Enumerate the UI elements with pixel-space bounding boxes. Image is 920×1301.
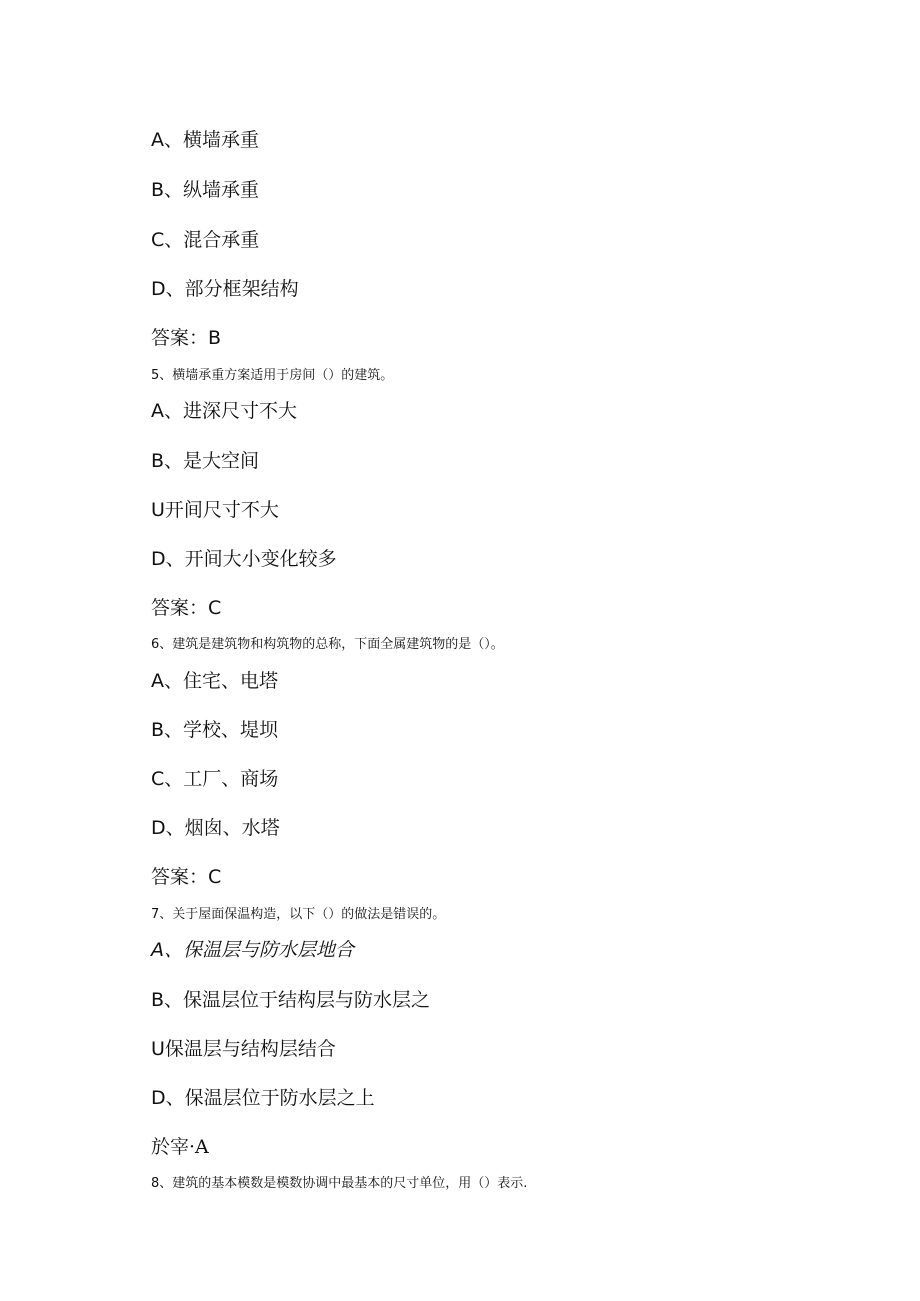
option-c-q6: C、工厂、商场 xyxy=(151,768,279,790)
question-7: 7、关于屋面保温构造，以下（）的做法是错误的。 xyxy=(151,907,446,922)
option-a-q5: A、进深尺寸不大 xyxy=(151,400,297,422)
question-8: 8、建筑的基本模数是模数协调中最基本的尺寸单位，用（）表示. xyxy=(151,1176,528,1191)
option-c-q7: U保温层与结构层结合 xyxy=(151,1038,336,1060)
option-d-q7: D、保温层位于防水层之上 xyxy=(151,1087,375,1109)
question-5: 5、横墙承重方案适用于房间（）的建筑。 xyxy=(151,368,394,383)
answer-q5: 答案：C xyxy=(151,597,222,619)
option-c-q4: C、混合承重 xyxy=(151,229,260,251)
answer-q6: 答案：C xyxy=(151,866,222,888)
answer-q7: 於宰·A xyxy=(151,1136,209,1158)
option-d-q5: D、开间大小变化较多 xyxy=(151,548,337,570)
option-b-q7: B、保温层位于结构层与防水层之 xyxy=(151,989,431,1011)
question-6: 6、建筑是建筑物和构筑物的总称，下面全属建筑物的是（）。 xyxy=(151,637,504,652)
option-b-q4: B、纵墙承重 xyxy=(151,179,260,201)
option-a-q7: A、保温层与防水层地合 xyxy=(151,939,354,961)
option-d-q6: D、烟囱、水塔 xyxy=(151,817,280,839)
option-a-q6: A、住宅、电塔 xyxy=(151,670,278,692)
option-c-q5: U开间尺寸不大 xyxy=(151,499,279,521)
option-b-q5: B、是大空间 xyxy=(151,450,260,472)
option-d-q4: D、部分框架结构 xyxy=(151,278,299,300)
option-a-q4: A、横墙承重 xyxy=(151,129,259,151)
answer-q4: 答案：B xyxy=(151,327,222,349)
option-b-q6: B、学校、堤坝 xyxy=(151,719,279,741)
